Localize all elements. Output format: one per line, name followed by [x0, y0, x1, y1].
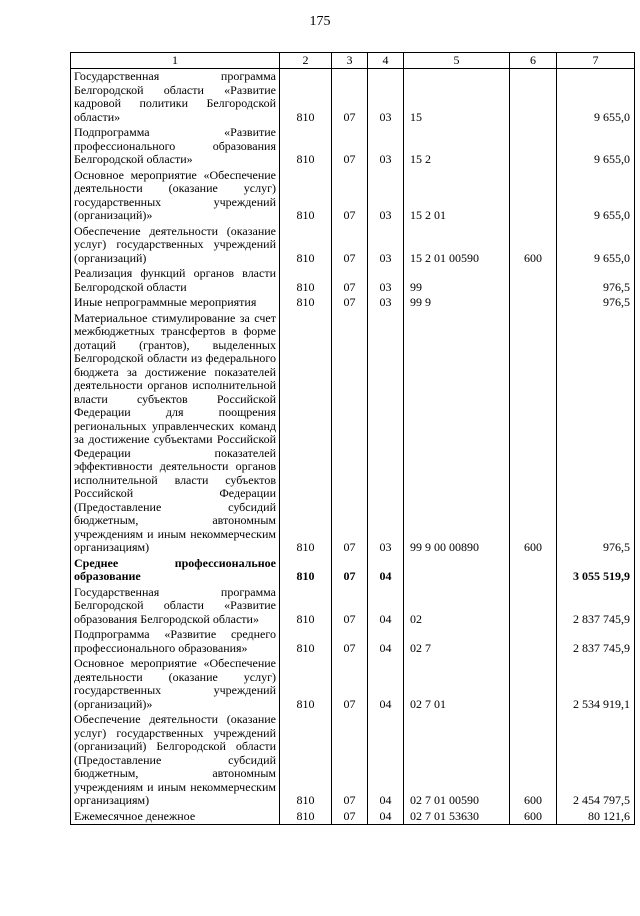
- expense-type-code: 600: [510, 311, 557, 556]
- section-code: 07: [332, 311, 368, 556]
- row-name: Основное мероприятие «Обеспечение деятельности (оказание услуг) государственных учреждений (организаций)»: [71, 656, 280, 712]
- admin-code: 810: [280, 266, 332, 295]
- column-header-4: 4: [368, 53, 404, 69]
- row-name: Обеспечение деятельности (оказание услуг) государственных учреждений (организаций): [71, 224, 280, 267]
- amount: 976,5: [557, 311, 635, 556]
- admin-code: 810: [280, 295, 332, 311]
- amount: 9 655,0: [557, 224, 635, 267]
- section-code: 07: [332, 224, 368, 267]
- table-row: [71, 311, 635, 556]
- column-header-2: 2: [280, 53, 332, 69]
- header-row: [71, 53, 635, 69]
- expense-type-code: [510, 556, 557, 585]
- page-number: 175: [309, 14, 331, 29]
- amount: 2 454 797,5: [557, 712, 635, 809]
- target-code: 02 7: [404, 627, 510, 656]
- target-code: [404, 556, 510, 585]
- amount: 9 655,0: [557, 168, 635, 224]
- table-row: [71, 295, 635, 311]
- subsection-code: 03: [368, 125, 404, 168]
- section-code: 07: [332, 125, 368, 168]
- amount: 9 655,0: [557, 125, 635, 168]
- row-name: Ежемесячное денежное: [71, 809, 280, 825]
- admin-code: 810: [280, 556, 332, 585]
- amount: 9 655,0: [557, 69, 635, 126]
- table-row: [71, 224, 635, 267]
- column-header-6: 6: [510, 53, 557, 69]
- expense-type-code: 600: [510, 224, 557, 267]
- row-name: Основное мероприятие «Обеспечение деятельности (оказание услуг) государственных учреждений (организаций)»: [71, 168, 280, 224]
- admin-code: 810: [280, 69, 332, 126]
- section-code: 07: [332, 656, 368, 712]
- admin-code: 810: [280, 627, 332, 656]
- row-name: Подпрограмма «Развитие среднего профессионального образования»: [71, 627, 280, 656]
- expense-type-code: [510, 295, 557, 311]
- section-code: 07: [332, 712, 368, 809]
- admin-code: 810: [280, 809, 332, 825]
- target-code: 15: [404, 69, 510, 126]
- target-code: 15 2: [404, 125, 510, 168]
- column-header-5: 5: [404, 53, 510, 69]
- table-row: [71, 809, 635, 825]
- table-row: [71, 69, 635, 126]
- expense-type-code: 600: [510, 809, 557, 825]
- target-code: 99 9: [404, 295, 510, 311]
- amount: 80 121,6: [557, 809, 635, 825]
- column-header-1: 1: [71, 53, 280, 69]
- admin-code: 810: [280, 585, 332, 628]
- amount: 2 534 919,1: [557, 656, 635, 712]
- table-row: [71, 556, 635, 585]
- section-code: 07: [332, 585, 368, 628]
- admin-code: 810: [280, 311, 332, 556]
- row-name: Государственная программа Белгородской области «Развитие образования Белгородской области»: [71, 585, 280, 628]
- expense-type-code: [510, 168, 557, 224]
- table-row: [71, 656, 635, 712]
- table-row: [71, 168, 635, 224]
- admin-code: 810: [280, 224, 332, 267]
- column-header-3: 3: [332, 53, 368, 69]
- admin-code: 810: [280, 125, 332, 168]
- section-code: 07: [332, 809, 368, 825]
- row-name: Материальное стимулирование за счет межбюджетных трансфертов в форме дотаций (грантов), выделенных Белгородской области из федерального бюджета за достижение показателей деятельности органов исполнительной власти субъектов Российской Федерации для поощрения региональных управленческих команд за достижение субъектами Российской Федерации показателей эффективности деятельности органов исполнительной власти субъектов Российской Федерации (Предоставление субсидий бюджетным, автономным учреждениям и иным некоммерческим организациям): [71, 311, 280, 556]
- target-code: 15 2 01 00590: [404, 224, 510, 267]
- subsection-code: 04: [368, 556, 404, 585]
- expense-type-code: [510, 125, 557, 168]
- expense-type-code: [510, 69, 557, 126]
- target-code: 02 7 01 00590: [404, 712, 510, 809]
- amount: 976,5: [557, 295, 635, 311]
- admin-code: 810: [280, 168, 332, 224]
- section-code: 07: [332, 556, 368, 585]
- section-code: 07: [332, 168, 368, 224]
- table-row: [71, 266, 635, 295]
- expense-type-code: [510, 627, 557, 656]
- table-row: [71, 712, 635, 809]
- row-name: Государственная программа Белгородской области «Развитие кадровой политики Белгородской области»: [71, 69, 280, 126]
- target-code: 02: [404, 585, 510, 628]
- subsection-code: 04: [368, 585, 404, 628]
- subsection-code: 03: [368, 168, 404, 224]
- subsection-code: 03: [368, 311, 404, 556]
- amount: 3 055 519,9: [557, 556, 635, 585]
- subsection-code: 03: [368, 295, 404, 311]
- target-code: 02 7 01: [404, 656, 510, 712]
- target-code: 15 2 01: [404, 168, 510, 224]
- subsection-code: 03: [368, 224, 404, 267]
- expense-type-code: [510, 266, 557, 295]
- table-row: [71, 627, 635, 656]
- subsection-code: 04: [368, 656, 404, 712]
- row-name: Подпрограмма «Развитие профессионального образования Белгородской области»: [71, 125, 280, 168]
- column-header-7: 7: [557, 53, 635, 69]
- table-row: [71, 585, 635, 628]
- budget-table: [70, 52, 635, 825]
- row-name: Реализация функций органов власти Белгородской области: [71, 266, 280, 295]
- amount: 976,5: [557, 266, 635, 295]
- table-body: [71, 69, 635, 825]
- subsection-code: 04: [368, 712, 404, 809]
- expense-type-code: 600: [510, 712, 557, 809]
- subsection-code: 03: [368, 266, 404, 295]
- section-code: 07: [332, 295, 368, 311]
- section-code: 07: [332, 266, 368, 295]
- row-name: Иные непрограммные мероприятия: [71, 295, 280, 311]
- subsection-code: 03: [368, 69, 404, 126]
- subsection-code: 04: [368, 809, 404, 825]
- section-code: 07: [332, 69, 368, 126]
- row-name: Обеспечение деятельности (оказание услуг) государственных учреждений (организаций) Белгородской области (Предоставление субсидий бюджетным, автономным учреждениям и иным некоммерческим организациям): [71, 712, 280, 809]
- target-code: 02 7 01 53630: [404, 809, 510, 825]
- admin-code: 810: [280, 712, 332, 809]
- target-code: 99 9 00 00890: [404, 311, 510, 556]
- target-code: 99: [404, 266, 510, 295]
- expense-type-code: [510, 585, 557, 628]
- table-row: [71, 125, 635, 168]
- subsection-code: 04: [368, 627, 404, 656]
- amount: 2 837 745,9: [557, 585, 635, 628]
- admin-code: 810: [280, 656, 332, 712]
- section-code: 07: [332, 627, 368, 656]
- amount: 2 837 745,9: [557, 627, 635, 656]
- expense-type-code: [510, 656, 557, 712]
- row-name: Среднее профессиональное образование: [71, 556, 280, 585]
